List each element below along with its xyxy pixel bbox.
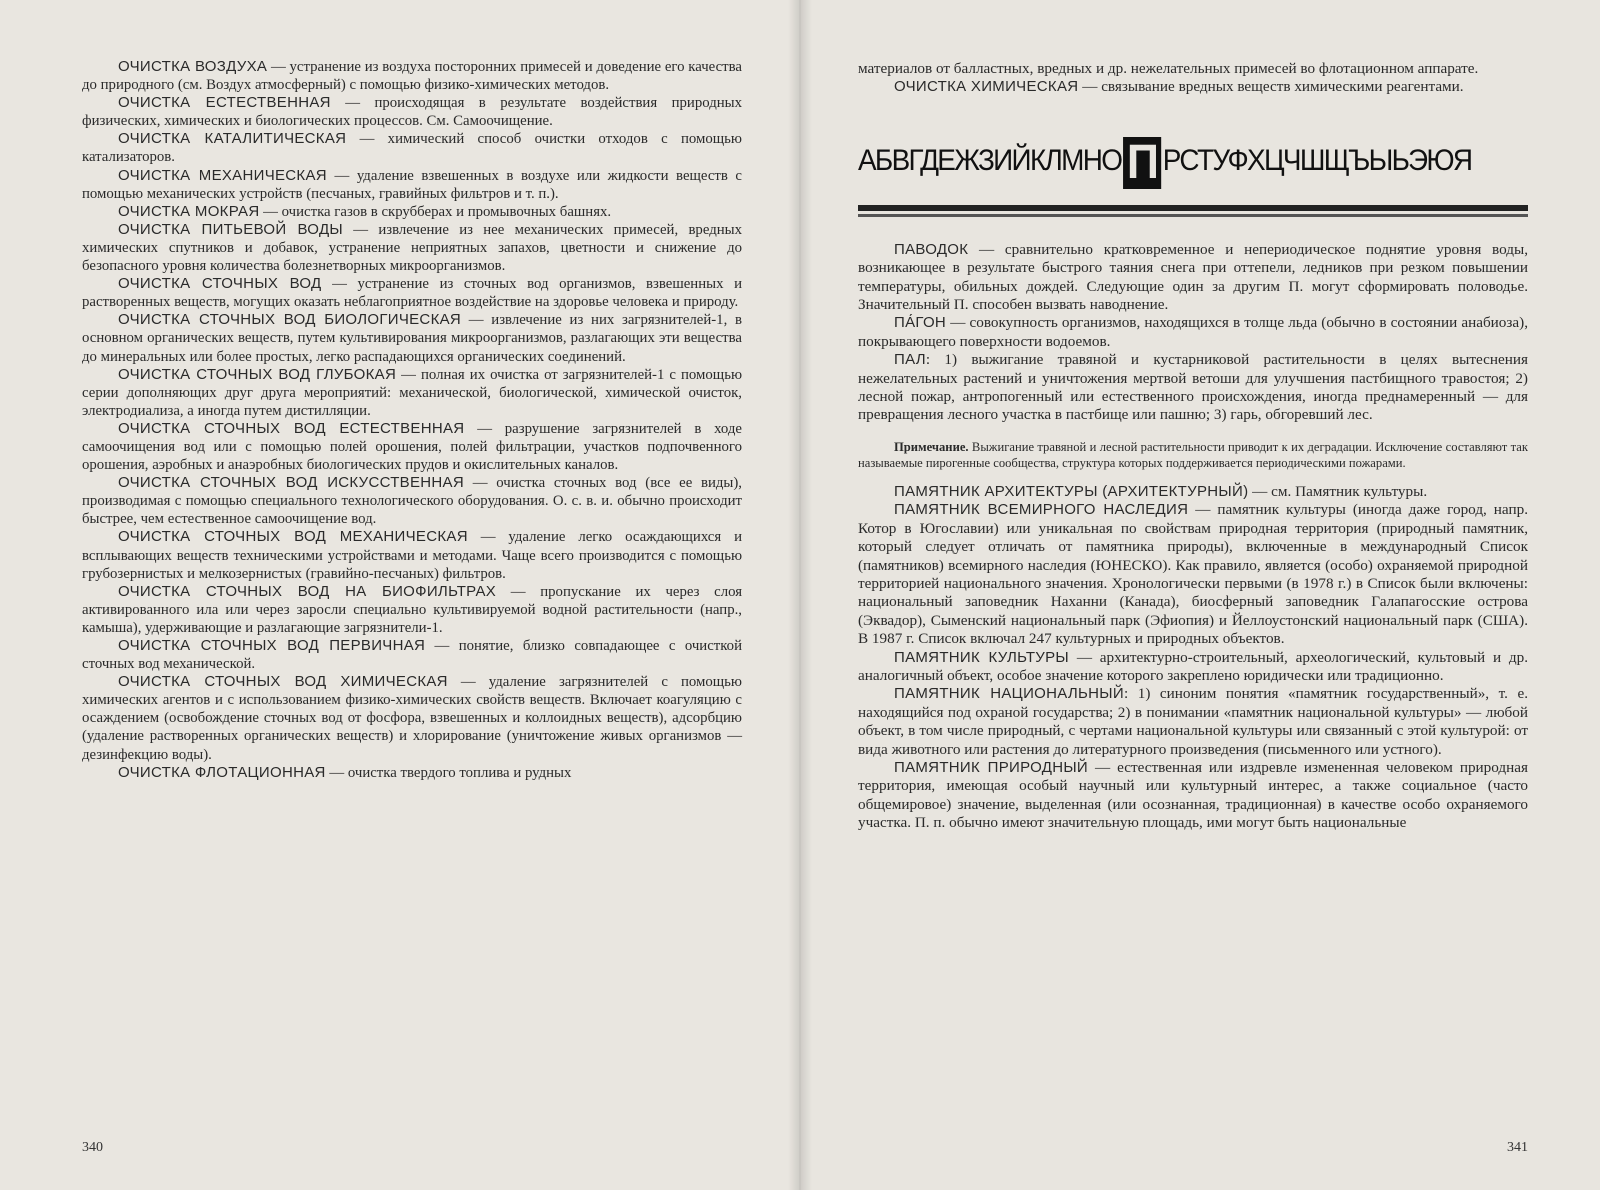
entry-text: — понятие, близко совпадающее с очисткой сточных вод механической. [82,638,742,673]
entry [82,474,742,528]
entry-text: — архитектурно-строительный, археологический, культовый и др. аналогичный объект, особое значение которого закреплено юридически или традиционно. [858,648,1528,684]
entry-head: ОЧИСТКА СТОЧНЫХ ВОД МЕХАНИЧЕСКАЯ [118,528,468,546]
entry-head: ОЧИСТКА ПИТЬЕВОЙ ВОДЫ [118,220,343,238]
entry-head: ОЧИСТКА СТОЧНЫХ ВОД ЕСТЕСТВЕННАЯ [118,419,465,437]
entry-head: ПАМЯТНИК НАЦИОНАЛЬНЫЙ [894,685,1124,703]
entry [82,167,742,203]
section-rule [858,205,1528,211]
note [858,439,1528,471]
entry-text: — пропускание их через слоя активированного ила или через заросли специально культивируемой водной растительности (напр., камыша), удерживающие и разлагающие загрязнители-1. [82,583,742,636]
entry-head: ОЧИСТКА СТОЧНЫХ ВОД ГЛУБОКАЯ [118,365,397,383]
entry [82,94,742,130]
entry [82,366,742,420]
alphabet-before: АБВГДЕЖЗИЙКЛМНО [858,143,1122,177]
entry-head: ОЧИСТКА СТОЧНЫХ ВОД НА БИОФИЛЬТРАХ [118,582,497,600]
right-page-text [858,241,1528,425]
entry [858,78,1528,96]
entry [82,130,742,166]
entry-head: ПАВОДОК [894,240,969,258]
entry-text: — связывание вредных веществ химическими реагентами. [1078,78,1464,96]
entry-head: ПАМЯТНИК ВСЕМИРНОГО НАСЛЕДИЯ [894,501,1189,519]
entry [82,673,742,763]
book-gutter [788,0,812,1190]
entry-head: ОЧИСТКА ЕСТЕСТВЕННАЯ [118,94,331,112]
entry-text: : 1) выжигание травяной и кустарниковой растительности в целях вытеснения нежелательных растений и уничтожения мертвой ветоши для улучшения пастбищного травостоя; 2) лесной пожар, антропогенный или естественного происхождения, иногда преднамеренный — для превращения лесного участка в пастбище или пашню; 3) гарь, обгоревший лес. [858,351,1528,424]
entry-head: ОЧИСТКА СТОЧНЫХ ВОД БИОЛОГИЧЕСКАЯ [118,311,462,329]
entry-text: — удаление загрязнителей с помощью химических агентов и с использованием физико-химических свойств веществ. Включает коагуляцию с осаждением (освобождение сточных вод от фосфора, взвешенных и коллоидных веществ), адсорбцию (удаление растворенных органических веществ) и хлорирование (уничтожение живых организмов — дезинфекцию воды). [82,674,742,763]
entry [858,483,1528,501]
alphabet-header [858,135,1481,189]
entry [858,759,1528,833]
entry-head: ПАЛ [894,351,926,369]
entry [82,311,742,365]
entry-head: ПАМЯТНИК АРХИТЕКТУРЫ (АРХИТЕКТУРНЫЙ) [894,482,1249,500]
entry-head: ОЧИСТКА МЕХАНИЧЕСКАЯ [118,166,327,184]
entry-head: ПАМЯТНИК ПРИРОДНЫЙ [894,758,1088,776]
entry-text: — очистка сточных вод (все ее виды), производимая с помощью специального технологического оборудования. О. с. в. и. обычно происходит быстрее, чем естественное самоочищение вод. [82,475,742,528]
entry-text: — естественная или издревле измененная человеком природная территория, имеющая особый научный или культурный интерес, а также социальное (часто общемировое) значение, выделенная (или осознанная, традиционная) в качестве особо охраняемого участка. П. п. обычно имеют значительную площадь, ими могут быть национальные [858,758,1528,832]
entry-text: : 1) синоним понятия «памятник государственный», т. е. находящийся под охраной государства; 2) в понимании «памятник национальной культуры» — любой объект, в том числе природный, с чертами национальной культуры или связанный с этой культурой: от вида животного или растения до литературного произведения (письменного или устного). [858,685,1528,758]
entry-head: ОЧИСТКА ФЛОТАЦИОННАЯ [118,763,326,781]
entry-text: — удаление легко осаждающихся и всплывающих веществ техническими устройствами и методами. Чаще всего производится с помощью грубозернистых и мелкозернистых (гравийно-песчаных) фильтров. [82,529,742,582]
entry-text: — полная их очистка от загрязнителей-1 с помощью серии дополняющих друг друга мероприятий: механической, биологической, химической очисток, электродиализа, а иногда путем дистилляции. [82,366,742,419]
entry [82,528,742,582]
entry-text: — устранение из сточных вод организмов, взвешенных и растворенных веществ, могущих оказать неблагоприятное воздействие на здоровье человека и природу. [82,276,742,311]
note-text: Выжигание травяной и лесной растительности приводит к их деградации. Исключение составляют так называемые пирогенные сообщества, структура которых поддерживается периодическими пожарами. [858,439,1528,470]
entry-text: — удаление взвешенных в воздухе или жидкости веществ с помощью механических устройств (песчаных, гравийных фильтров и т. п.). [82,167,742,202]
alphabet-after: РСТУФХЦЧШЩЪЫЬЭЮЯ [1162,143,1472,177]
section-rule-thin [858,214,1528,217]
entry-head: ПА́ГОН [894,314,947,332]
note-label: Примечание. [894,439,969,454]
entry-head: ОЧИСТКА ХИМИЧЕСКАЯ [894,78,1079,96]
entry-head: ОЧИСТКА СТОЧНЫХ ВОД ИСКУССТВЕННАЯ [118,474,464,492]
entry-text: — извлечение из них загрязнителей-1, в основном органических веществ, путем культивирования микроорганизмов, разлагающих эти вещества до минеральных или более простых, легко распадающихся органических соединений. [82,312,742,365]
right-page-bottom-text [858,483,1528,833]
entry [858,314,1528,351]
entry [858,241,1528,315]
entry-text: — см. Памятник культуры. [1248,482,1428,500]
entry-head: ОЧИСТКА МОКРАЯ [118,202,260,220]
page-number: 340 [82,1140,103,1155]
entry-head: ОЧИСТКА СТОЧНЫХ ВОД ПЕРВИЧНАЯ [118,637,426,654]
right-page-top-text [858,60,1528,97]
entry [858,685,1528,759]
continuation-text: материалов от балластных, вредных и др. нежелательных примесей во флотационном аппарате. [858,60,1479,77]
page-number: 341 [1507,1140,1528,1155]
right-page [800,0,1600,1190]
entry [82,275,742,311]
entry-text: — химический способ очистки отходов с помощью катализаторов. [82,131,742,166]
entry [82,221,742,275]
entry [82,58,742,94]
entry-text: — очистка газов в скрубберах и промывочных башнях. [259,203,612,220]
entry-text: — разрушение загрязнителей в ходе самоочищения вод или с помощью полей орошения, полей фильтрации, участков подпочвенного орошения, аэробных и анаэробных биологических прудов и окислительных каналов. [82,420,742,474]
entry [82,420,742,474]
entry-text: — устранение из воздуха посторонних примесей и доведение его качества до природного (см. Воздух атмосферный) с помощью физико-химических методов. [82,59,742,94]
entry-head: ОЧИСТКА КАТАЛИТИЧЕСКАЯ [118,130,347,148]
entry [858,351,1528,425]
entry [82,764,742,782]
entry [858,649,1528,686]
entry-text: — совокупность организмов, находящихся в толще льда (обычно в состоянии анабиоза), покрывающего поверхности водоемов. [858,314,1528,350]
entry [858,501,1528,648]
entry-head: ПАМЯТНИК КУЛЬТУРЫ [894,648,1070,666]
entry-head: ОЧИСТКА СТОЧНЫХ ВОД ХИМИЧЕСКАЯ [118,673,448,691]
entry-text: — памятник культуры (иногда даже город, напр. Котор в Югославии) или уникальная по свойствам природная территория (природный памятник, который следует отличать от памятника природы), включенные в международный Список (памятников) всемирного наследия (ЮНЕСКО). Как правило, является (особо) охраняемой природной территорией национального значения. Хронологически первыми (в 1978 г.) в Список были включены: национальный заповедник Наханни (Канада), биосферный заповедник Галапагосские острова (Эквадор), Сыменский национальный парк (Эфиопия) и Йеллоустонский национальный парк (США). В 1987 г. Список включал 247 культурных и природных объектов. [858,501,1528,648]
left-page-text [82,58,742,782]
entry-text: — сравнительно кратковременное и непериодическое поднятие уровня воды, возникающее в результате быстрого таяния снега при оттепели, ледников при резком повышении температуры, обильных дождей. Следующие один за другим П. могут сформировать половодье. Значительный П. способен вызвать наводнение. [858,240,1528,314]
entry-head: ОЧИСТКА СТОЧНЫХ ВОД [118,275,322,293]
alphabet-current-letter: П [1123,137,1161,189]
entry [82,637,742,673]
entry [82,203,742,221]
entry-text: — происходящая в результате воздействия природных физических, химических и биологических процессов. См. Самоочищение. [82,95,742,130]
entry-head: ОЧИСТКА ВОЗДУХА [118,58,268,75]
entry-text: — извлечение из нее механических примесей, вредных химических спутников и добавок, устранение неприятных запахов, цветности и снижение до безопасного уровня количества болезнетворных микроорганизмов. [82,221,742,275]
entry [82,583,742,637]
entry-text: — очистка твердого топлива и рудных [325,764,572,781]
